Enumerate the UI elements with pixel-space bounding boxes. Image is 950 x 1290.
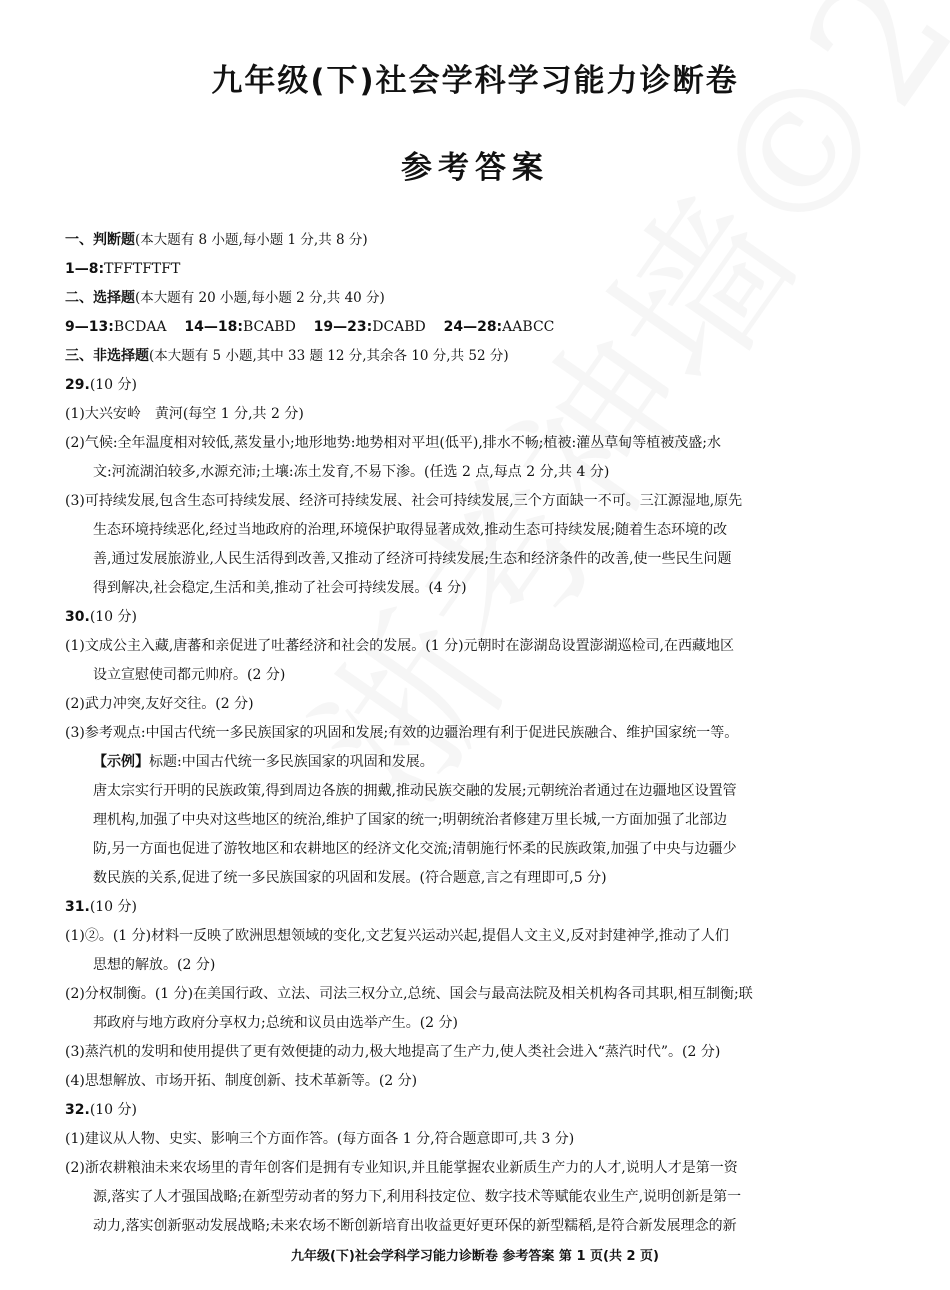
section-1-heading [65,226,885,255]
answer-range-label: 14—18: [184,319,243,335]
q30-part-1: (1)文成公主入藏,唐蕃和亲促进了吐蕃经济和社会的发展。(1 分)元朝时在澎湖岛设置澎湖巡检司,在西藏地区 [65,638,735,654]
q32-part-1: (1)建议从人物、史实、影响三个方面作答。(每方面各 1 分,符合题意即可,共 3 分) [65,1131,575,1147]
q29-part-1: (1)大兴安岭 黄河(每空 1 分,共 2 分) [65,406,304,422]
q30-example-line: 理机构,加强了中央对这些地区的统治,维护了国家的统一;明朝统治者修建万里长城,一方面加强了北部边 [93,812,728,828]
q30-example-line: 数民族的关系,促进了统一多民族国家的巩固和发展。(符合题意,言之有理即可,5 分) [93,870,607,886]
q29-part-3-cont: 善,通过发展旅游业,人民生活得到改善,又推动了经济可持续发展;生态和经济条件的改善,使一些民生问题 [93,551,732,567]
question-number: 32. [65,1102,90,1118]
q31-part-2-cont: 邦政府与地方政府分享权力;总统和议员由选举产生。(2 分) [93,1015,458,1031]
q30-part-1-cont: 设立宣慰使司都元帅府。(2 分) [93,667,286,683]
q31-part-2: (2)分权制衡。(1 分)在美国行政、立法、司法三权分立,总统、国会与最高法院及相关机构各司其职,相互制衡;联 [65,986,753,1002]
answer-range-label: 1—8: [65,261,105,277]
q30-example-title [65,748,885,777]
page-title: 九年级(下)社会学科学习能力诊断卷 [211,63,739,99]
q30-example-line: 防,另一方面也促进了游牧地区和农耕地区的经济文化交流;清朝施行怀柔的民族政策,加强了中央与边疆少 [93,841,737,857]
section-title: 二、选择题 [65,290,135,306]
answer-value: AABCC [502,319,555,335]
q29-part-3: (3)可持续发展,包含生态可持续发展、经济可持续发展、社会可持续发展,三个方面缺一不可。三江源湿地,原先 [65,493,743,509]
q31-part-1-cont: 思想的解放。(2 分) [93,957,216,973]
answer-body [65,226,885,1241]
section-title: 三、非选择题 [65,348,149,364]
q31-part-1: (1)②。(1 分)材料一反映了欧洲思想领域的变化,文艺复兴运动兴起,提倡人文主义,反对封建神学,推动了人们 [65,928,729,944]
question-number: 31. [65,899,90,915]
section-2-answers [65,313,885,342]
question-number: 30. [65,609,90,625]
section-title: 一、判断题 [65,232,135,248]
answer-value: DCABD [372,319,426,335]
question-30-header [65,603,885,632]
answer-range-label: 9—13: [65,319,114,335]
q30-part-2: (2)武力冲突,友好交往。(2 分) [65,696,254,712]
question-number: 29. [65,377,90,393]
q32-part-2: (2)浙农耕粮油未来农场里的青年创客们是拥有专业知识,并且能掌握农业新质生产力的人才,说明人才是第一资 [65,1160,738,1176]
question-29-header [65,371,885,400]
section-3-heading [65,342,885,371]
section-note: (本大题有 20 小题,每小题 2 分,共 40 分) [135,290,385,306]
q30-example-line: 唐太宗实行开明的民族政策,得到周边各族的拥戴,推动民族交融的发展;元朝统治者通过在边疆地区设置管 [93,783,737,799]
example-title: 标题:中国古代统一多民族国家的巩固和发展。 [149,754,434,770]
q29-part-2-cont: 文:河流湖泊较多,水源充沛;土壤:冻土发育,不易下渗。(任选 2 点,每点 2 分,共 4 分) [93,464,610,480]
question-32-header [65,1096,885,1125]
q29-part-3-cont: 生态环境持续恶化,经过当地政府的治理,环境保护取得显著成效,推动生态可持续发展;随着生态环境的改 [93,522,728,538]
question-score: (10 分) [89,377,138,393]
question-score: (10 分) [89,1102,138,1118]
question-score: (10 分) [89,609,138,625]
question-score: (10 分) [89,899,138,915]
answer-range-label: 24—28: [443,319,503,335]
section-2-heading [65,284,885,313]
answer-value: BCDAA [113,319,167,335]
page-footer: 九年级(下)社会学科学习能力诊断卷 参考答案 第 1 页(共 2 页) [290,1249,659,1264]
q32-part-2-cont: 源,落实了人才强国战略;在新型劳动者的努力下,利用科技定位、数字技术等赋能农业生产,说明创新是第一 [93,1189,742,1205]
q32-part-2-cont: 动力,落实创新驱动发展战略;未来农场不断创新培育出收益更好更环保的新型糯稻,是符合新发展理念的新 [93,1218,737,1234]
page-subtitle: 参考答案 [401,150,549,186]
section-note: (本大题有 5 小题,其中 33 题 12 分,其余各 10 分,共 52 分) [149,348,509,364]
question-31-header [65,893,885,922]
answer-value: TFFTFTFT [104,261,181,277]
q31-part-3: (3)蒸汽机的发明和使用提供了更有效便捷的动力,极大地提高了生产力,使人类社会进入“蒸汽时代”。(2 分) [65,1044,721,1060]
q29-part-3-cont: 得到解决,社会稳定,生活和美,推动了社会可持续发展。(4 分) [93,580,467,596]
section-note: (本大题有 8 小题,每小题 1 分,共 8 分) [135,232,368,248]
q29-part-2: (2)气候:全年温度相对较低,蒸发量小;地形地势:地势相对平坦(低平),排水不畅;植被:灌丛草甸等植被茂盛;水 [65,435,721,451]
example-tag: 【示例】 [93,754,149,770]
q31-part-4: (4)思想解放、市场开拓、制度创新、技术革新等。(2 分) [65,1073,418,1089]
section-1-answers [65,255,885,284]
answer-value: BCABD [242,319,296,335]
q30-part-3: (3)参考观点:中国古代统一多民族国家的巩固和发展;有效的边疆治理有利于促进民族融合、维护国家统一等。 [65,725,739,741]
answer-range-label: 19—23: [313,319,373,335]
